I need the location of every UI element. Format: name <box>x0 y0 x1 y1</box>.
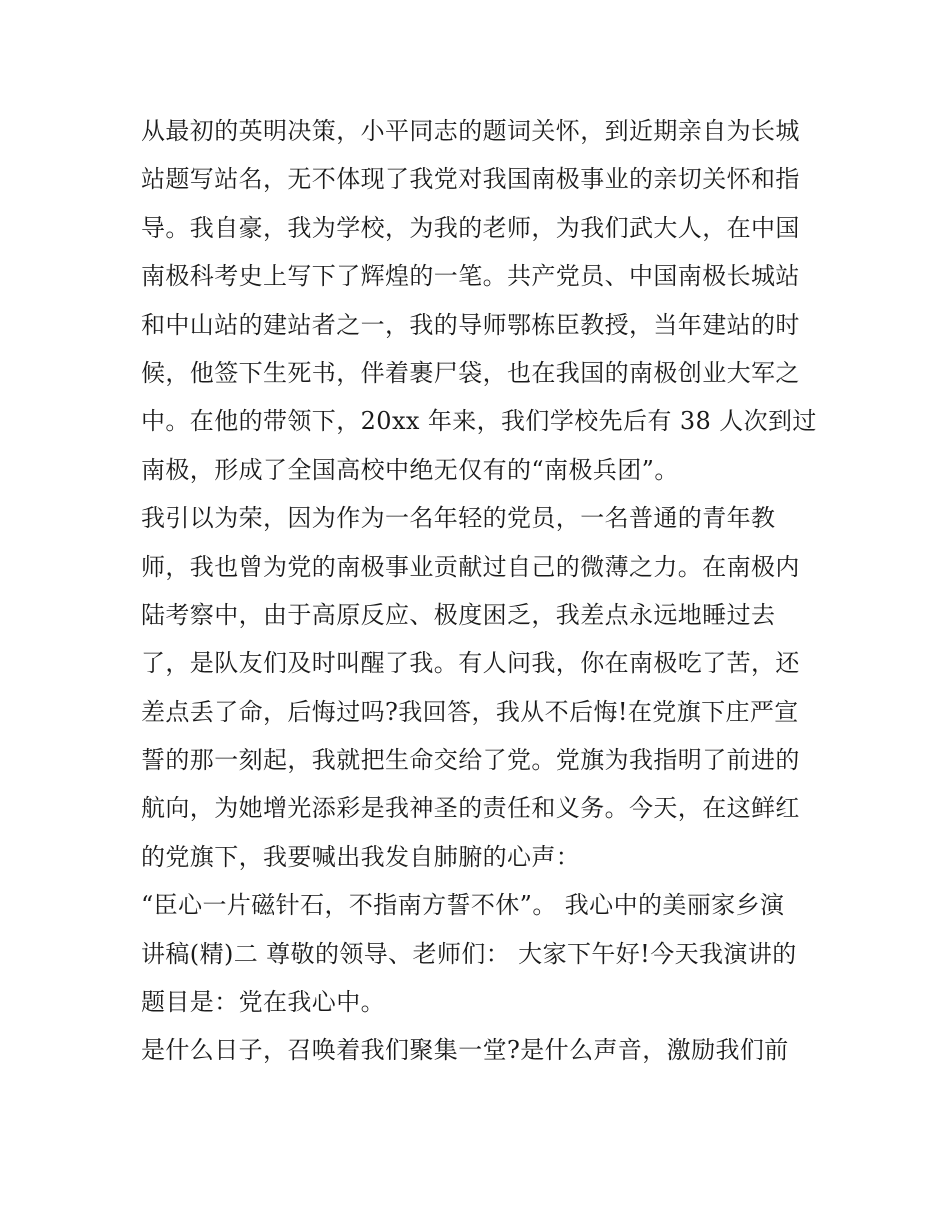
text-line: 讲稿(精)二 尊敬的领导、老师们： 大家下午好!今天我演讲的 <box>141 939 797 968</box>
text-line: “臣心一片磁针石，不指南方誓不休”。 我心中的美丽家乡演 <box>141 891 785 920</box>
text-line: 师，我也曾为党的南极事业贡献过自己的微薄之力。在南极内 <box>141 552 800 581</box>
text-line: 誓的那一刻起，我就把生命交给了党。党旗为我指明了前进的 <box>141 746 800 775</box>
text-line: 的党旗下，我要喊出我发自肺腑的心声： <box>141 842 581 871</box>
text-line: 我引以为荣，因为作为一名年轻的党员，一名普通的青年教 <box>141 504 776 533</box>
text-line: 题目是：党在我心中。 <box>141 988 385 1017</box>
text-line: 候，他签下生死书，伴着裹尸袋，也在我国的南极创业大军之 <box>141 358 800 387</box>
text-line: 差点丢了命，后悔过吗?我回答，我从不后悔!在党旗下庄严宣 <box>141 697 799 726</box>
text-line: 航向，为她增光添彩是我神圣的责任和义务。今天，在这鲜红 <box>141 794 800 823</box>
text-line: 站题写站名，无不体现了我党对我国南极事业的亲切关怀和指 <box>141 165 800 194</box>
text-line: 陆考察中，由于高原反应、极度困乏，我差点永远地睡过去 <box>141 600 776 629</box>
text-line: 导。我自豪，我为学校，为我的老师，为我们武大人，在中国 <box>141 213 800 242</box>
text-line: 从最初的英明决策，小平同志的题词关怀，到近期亲自为长城 <box>141 117 800 145</box>
text-line: 是什么日子，召唤着我们聚集一堂?是什么声音，激励我们前 <box>141 1036 789 1065</box>
document-body <box>141 107 817 1075</box>
text-line: 中。在他的带领下，20xx 年来，我们学校先后有 38 人次到过 <box>141 407 817 436</box>
text-line: 南极，形成了全国高校中绝无仅有的“南极兵团”。 <box>141 455 679 484</box>
text-line: 和中山站的建站者之一，我的导师鄂栋臣教授，当年建站的时 <box>141 310 800 339</box>
text-line: 南极科考史上写下了辉煌的一笔。共产党员、中国南极长城站 <box>141 262 800 291</box>
text-line: 了，是队友们及时叫醒了我。有人问我，你在南极吃了苦，还 <box>141 649 800 678</box>
